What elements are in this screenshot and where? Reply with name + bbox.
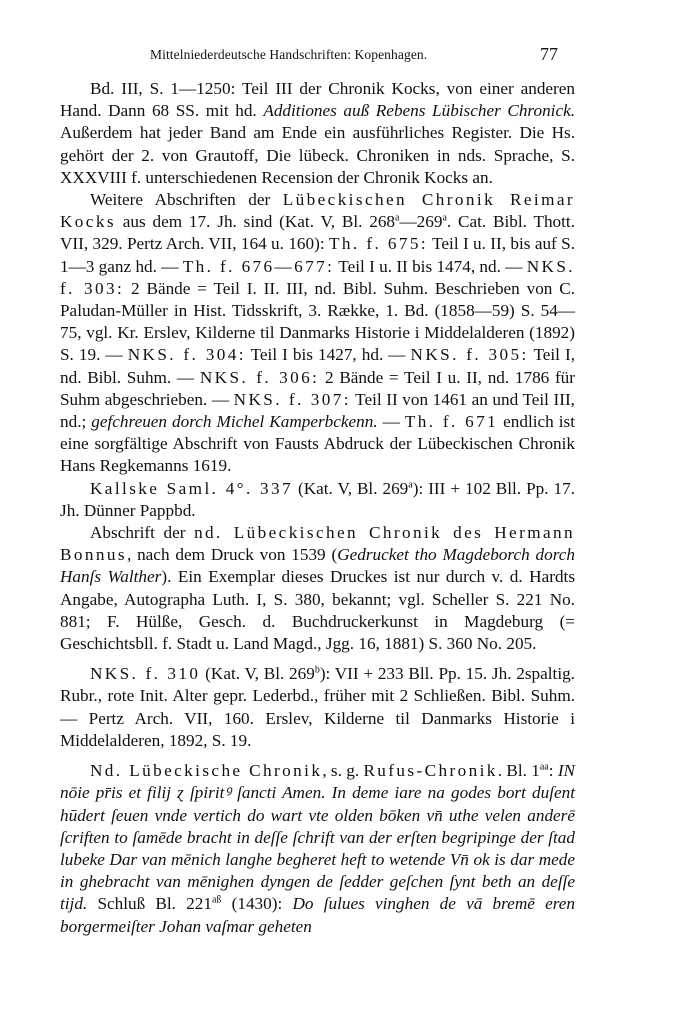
running-head [0,44,675,69]
text-run: aus dem 17. Jh. sind (Kat. V, Bl. 268 [115,212,396,232]
spaced-heading-text: Kallske Saml. 4°. 337 [90,478,294,498]
spaced-heading-text: Th. f. 675: [328,234,429,254]
body-text [60,78,575,938]
running-title: Mittelniederdeutsche Handschriften: Kopenhagen. [150,47,428,62]
superscript: a [395,212,400,224]
text-run: Bd. III, S. 1—1250: Teil III der Chronik Kocks, von einer anderen Hand. Dann 68 SS. mit hd. [60,79,575,121]
paragraph [60,78,575,189]
text-run: Schluß Bl. 221 [87,894,212,914]
text-run: Teil II von 1461 an und Teil III, nd.; [60,389,575,432]
text-run: — [377,412,405,432]
text-run: : [548,761,558,781]
text-run: —269 [399,212,443,232]
paragraph [60,663,575,752]
spaced-heading-text: NKS. f. 310 [90,664,201,684]
superscript: a [442,212,447,224]
text-run: (Kat. V, Bl. 269 [293,478,409,498]
paragraph [60,478,575,522]
spaced-heading-text: nd. Lübeckischen Chronik des Hermann Bonnus [60,523,575,565]
text-run: Abschrift der [90,523,195,543]
italic-quotation: gefchreuen dorch Michel Kamperbckenn. [91,412,378,432]
italic-quotation: Additiones auß Rebens Lübischer Chronick. [263,101,576,121]
text-run: Teil I bis 1427, hd. — [245,345,411,365]
paragraph [60,189,575,478]
superscript: aß [211,894,222,906]
text-run: 2 Bände = Teil I. II. III, nd. Bibl. Suhm. Beschrieben von C. Paludan-Müller in Hist. Tidsskrift, 3. Række, 1. Bd. (1858—59) S. 54—75, vgl. Kr. Erslev, Kilderne til Danmarks Historie i Middelalderen (1892) S. 19. — [60,278,575,365]
superscript: b [314,664,320,676]
spaced-heading-text: NKS. f. 305: [410,345,529,365]
text-run: ): III + 102 Bll. Pp. 17. Jh. Dünner Pappbd. [60,478,576,520]
text-run: 2 Bände = Teil I u. II, nd. 1786 für Suhm abgeschrieben. — [60,367,576,409]
spaced-heading-text: Th. f. 671 [404,412,499,432]
text-run: Teil I, nd. Bibl. Suhm. — [60,345,576,387]
superscript: aa [539,761,549,773]
spaced-heading-text: NKS. f. 306: [199,367,320,387]
spaced-heading-text: Lübeckischen Chronik Reimar Kocks [60,190,575,232]
italic-quotation: Do ſulues vinghen de vā bremē eren borgermeiſter Johan vaſmar geheten [60,894,575,936]
paragraph [60,522,575,655]
paragraph [60,760,575,938]
text-run: endlich ist eine sorgfältige Abschrift von Fausts Abdruck der Lübeckischen Chronik Hans Regkemanns 1619. [60,412,576,476]
text-run: . Bl. 1 [497,761,540,781]
text-run: , nach dem Druck von 1539 ( [126,545,338,565]
spaced-heading-text: NKS. f. 307: [233,389,351,409]
spaced-heading-text: NKS. f. 304: [127,345,246,365]
text-run: , s. g. [322,761,364,781]
page-number: 77 [540,44,558,64]
text-run: Teil I u. II, bis auf S. 1—3 ganz hd. — [60,234,575,276]
text-run: . Cat. Bibl. Thott. VII, 329. Pertz Arch. VII, 164 u. 160): [60,212,575,254]
italic-quotation: IN nōie pr̄is et filij ɀ ſpiritꝰ ſancti Amen. In deme iare na godes bort duſent hūdert ſeuen vnde vertich do wart vte olden bōken vn̄ uthe velen anderē ſcriften to ſamēde bracht in deſſe ſchrift van der erſten begripinge der ſtad lubeke Dar van mēnich langhe begheret heft to wetende Vn̄ ok is dar mede in ghebracht van mēnighen dyngen de ſedder geſchen ſynt beth an deſſe tijd. [60,761,575,914]
spaced-heading-text: Rufus-Chronik [363,761,498,781]
text-run: (1430): [221,894,293,914]
text-run: Weitere Abschriften der [90,190,283,210]
spaced-heading-text: Th. f. 676—677: [182,256,335,276]
text-run: ): VII + 233 Bll. Pp. 15. Jh. 2spaltig. Rubr., rote Init. Alter gepr. Lederbd., früher mit 2 Schließen. Bibl. Suhm. — Pertz Arch. VII, 160. Erslev, Kilderne til Danmarks Historie i Middelalderen, 1892, S. 19. [60,664,575,750]
superscript: a [408,478,413,490]
spaced-heading-text: Nd. Lübeckische Chronik [90,761,323,781]
text-run: (Kat. V, Bl. 269 [200,664,315,684]
spaced-heading-text: NKS. f. 303: [60,256,575,298]
text-run: Teil I u. II bis 1474, nd. — [334,256,527,276]
italic-quotation: Gedrucket tho Magdeborch dorch Hanſs Walther [60,545,575,587]
text-run: Außerdem hat jeder Band am Ende ein ausführliches Register. Die Hs. gehört der 2. von Grautoff, Die lübeck. Chroniken in nds. Sprache, S. XXXVIII f. unterschiedenen Recension der Chronik Kocks an. [60,123,575,187]
text-run: ). Ein Exemplar dieses Druckes ist nur durch v. d. Hardts Angabe, Autographa Luth. I, S. 380, bekannt; vgl. Scheller S. 221 No. 881; F. Hülße, Gesch. d. Buchdruckerkunst in Magdeburg (= Geschichtsbll. f. Stadt u. Land Magd., Jgg. 16, 1881) S. 360 No. 205. [60,567,576,654]
